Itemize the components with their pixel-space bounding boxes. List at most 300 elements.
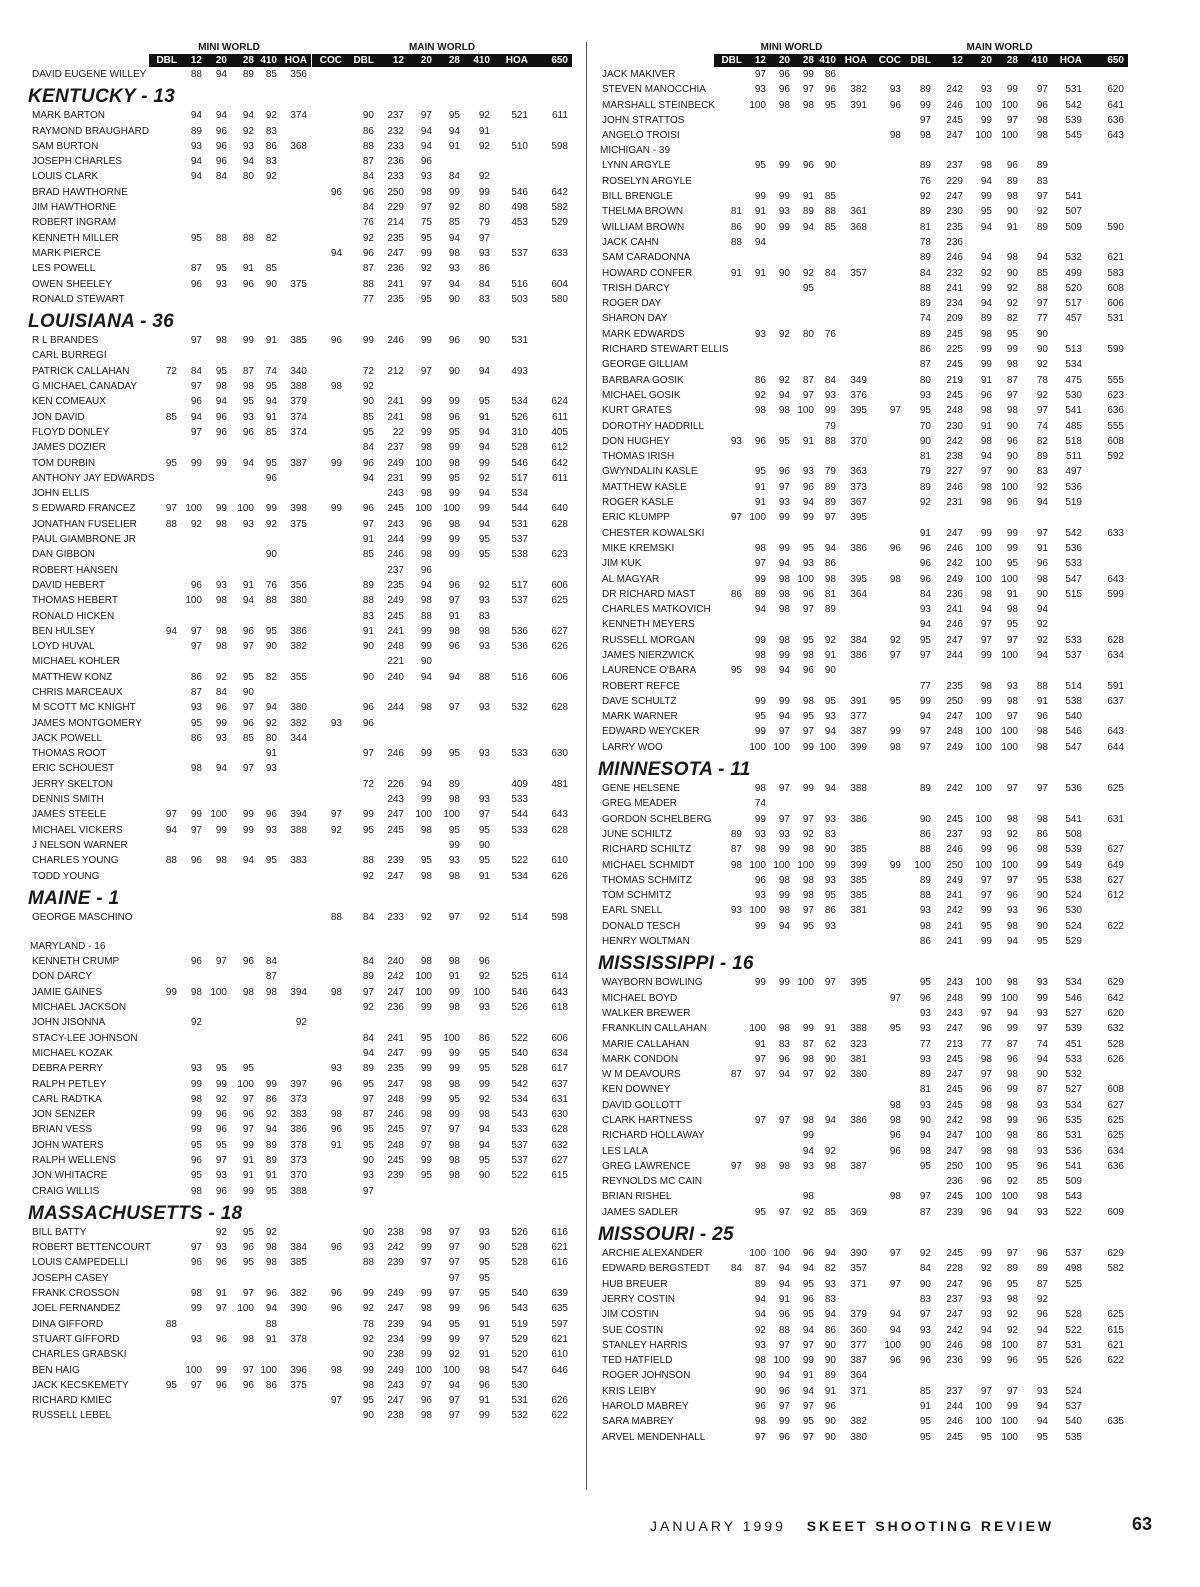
score-cell: 84 <box>919 267 931 279</box>
score-cell: 97 <box>448 1226 460 1238</box>
score-cell: 89 <box>265 1155 277 1166</box>
score-cell: 81 <box>919 1084 931 1096</box>
score-cell: 611 <box>552 472 568 484</box>
shooter-name: RICHARD HOLLAWAY <box>602 1130 705 1142</box>
score-cell: 98 <box>730 859 742 871</box>
score-cell: 246 <box>387 1109 404 1121</box>
score-cell: 245 <box>946 1084 963 1096</box>
score-cell: 382 <box>850 1416 867 1428</box>
score-cell: 100 <box>975 783 992 795</box>
score-cell: 626 <box>551 641 568 653</box>
score-cell: 370 <box>290 1170 307 1182</box>
score-cell: 98 <box>980 1145 992 1157</box>
score-cell: 88 <box>824 435 836 447</box>
score-cell: 90 <box>919 435 931 447</box>
column-divider <box>586 42 587 1490</box>
score-cell: 91 <box>478 1349 490 1361</box>
score-cell: 543 <box>511 1303 528 1315</box>
score-cell: 97 <box>802 813 814 825</box>
shooter-row <box>22 1107 578 1122</box>
score-cell: 247 <box>946 1278 963 1290</box>
score-cell: 86 <box>362 125 374 137</box>
score-cell: 100 <box>237 1078 254 1090</box>
score-cell: 92 <box>362 232 374 244</box>
score-cell: 95 <box>420 855 432 867</box>
shooter-row <box>22 1225 578 1240</box>
score-cell: 91 <box>478 125 490 137</box>
score-cell: 529 <box>551 217 568 229</box>
score-cell: 93 <box>802 466 814 478</box>
score-cell: 100 <box>975 558 992 570</box>
score-cell: 310 <box>511 426 528 438</box>
score-cell: 93 <box>1036 1385 1048 1397</box>
score-cell: 91 <box>265 1170 277 1182</box>
score-cell: 97 <box>420 278 432 290</box>
shooter-row <box>592 827 1152 842</box>
score-cell: 97 <box>754 1053 766 1065</box>
score-cell: 394 <box>290 809 307 821</box>
score-cell: 99 <box>190 1303 202 1315</box>
score-cell: 239 <box>946 1206 963 1218</box>
score-cell: 89 <box>919 481 931 493</box>
score-cell: 96 <box>1006 890 1018 902</box>
shooter-row <box>22 1184 578 1199</box>
score-cell: 78 <box>362 1318 374 1330</box>
shooter-row <box>592 991 1152 1006</box>
score-cell: 91 <box>1006 588 1018 600</box>
score-cell: 99 <box>448 1063 460 1075</box>
shooter-row <box>22 246 578 261</box>
score-cell: 85 <box>242 732 254 744</box>
score-cell: 243 <box>387 1379 404 1391</box>
score-cell: 87 <box>362 1109 374 1121</box>
score-cell: 98 <box>215 595 227 607</box>
score-cell: 237 <box>946 828 963 840</box>
score-cell: 96 <box>980 1206 992 1218</box>
score-cell: 96 <box>420 518 432 530</box>
score-cell: 246 <box>946 542 963 554</box>
score-cell: 78 <box>1036 374 1048 386</box>
column-header: COC <box>878 55 901 66</box>
score-cell: 94 <box>980 175 992 187</box>
score-cell: 100 <box>443 1364 460 1376</box>
score-cell: 98 <box>980 1115 992 1126</box>
score-cell: 96 <box>215 1333 227 1345</box>
score-cell: 249 <box>946 741 963 753</box>
score-cell: 250 <box>946 695 963 707</box>
score-cell: 96 <box>190 1257 202 1269</box>
score-cell: 453 <box>511 217 528 229</box>
score-cell: 94 <box>242 110 254 122</box>
score-cell: 100 <box>797 573 814 585</box>
score-cell: 94 <box>265 702 277 714</box>
score-cell: 97 <box>1006 874 1018 886</box>
score-cell: 85 <box>1036 1176 1048 1188</box>
score-cell: 498 <box>511 202 528 214</box>
score-cell: 89 <box>919 252 931 264</box>
score-cell: 94 <box>165 625 177 637</box>
shooter-name: STACY-LEE JOHNSON <box>32 1032 138 1044</box>
score-cell: 97 <box>802 1401 814 1413</box>
shooter-row <box>22 969 578 984</box>
shooter-row <box>592 587 1152 602</box>
score-cell: 96 <box>215 1109 227 1121</box>
score-cell: 80 <box>265 732 277 744</box>
score-cell: 90 <box>824 844 836 856</box>
score-cell: 97 <box>778 726 790 738</box>
score-cell: 96 <box>824 1401 836 1413</box>
score-cell: 96 <box>478 956 490 968</box>
score-cell: 382 <box>850 84 867 96</box>
score-cell: 89 <box>919 1069 931 1081</box>
score-cell: 92 <box>478 911 490 923</box>
score-cell: 74 <box>754 798 766 810</box>
score-cell: 99 <box>190 457 202 469</box>
score-cell: 246 <box>946 844 963 856</box>
score-cell: 246 <box>387 748 404 760</box>
score-cell: 93 <box>919 389 931 401</box>
score-cell: 91 <box>265 748 277 760</box>
shooter-name: PATRICK CALLAHAN <box>32 365 130 377</box>
shooter-row <box>592 1292 1152 1307</box>
score-cell: 95 <box>980 206 992 218</box>
score-cell: 94 <box>362 472 374 484</box>
score-cell: 355 <box>290 671 307 683</box>
score-cell: 509 <box>1065 1176 1082 1188</box>
score-cell: 93 <box>478 247 490 259</box>
score-cell: 96 <box>889 99 901 111</box>
score-cell: 72 <box>362 778 374 790</box>
score-cell: 633 <box>551 247 568 259</box>
score-cell: 97 <box>889 992 901 1004</box>
shooter-name: JAMES DOZIER <box>32 442 106 454</box>
score-cell: 386 <box>850 1115 867 1126</box>
score-cell: 96 <box>1036 711 1048 723</box>
column-header: 12 <box>190 55 202 66</box>
score-cell: 522 <box>511 1032 528 1044</box>
shooter-name: KEN COMEAUX <box>32 396 106 408</box>
score-cell: 100 <box>473 986 490 998</box>
score-cell: 98 <box>980 497 992 509</box>
score-cell: 99 <box>420 1155 432 1166</box>
score-cell: 97 <box>448 1242 460 1254</box>
score-cell: 95 <box>802 542 814 554</box>
shooter-name: EARL SNELL <box>602 905 663 917</box>
score-cell: 88 <box>362 1257 374 1269</box>
score-cell: 639 <box>551 1288 568 1300</box>
score-cell: 95 <box>215 263 227 275</box>
score-cell: 99 <box>802 1130 814 1142</box>
score-cell: 96 <box>754 1401 766 1413</box>
shooter-name: JAMES SADLER <box>602 1206 679 1218</box>
state-heading: MINNESOTA - 11 <box>598 759 751 781</box>
score-cell: 97 <box>215 1303 227 1315</box>
score-cell: 98 <box>215 625 227 637</box>
score-cell: 85 <box>265 426 277 438</box>
score-cell: 98 <box>824 573 836 585</box>
score-cell: 95 <box>448 1318 460 1330</box>
score-cell: 100 <box>975 741 992 753</box>
score-cell: 248 <box>946 992 963 1004</box>
shooter-name: ROBERT REFCE <box>602 680 680 692</box>
shooter-name: BILL BATTY <box>32 1226 87 1238</box>
score-cell: 99 <box>980 282 992 294</box>
score-cell: 533 <box>511 1124 528 1136</box>
score-cell: 92 <box>1036 619 1048 631</box>
score-cell: 94 <box>1006 936 1018 948</box>
score-cell: 98 <box>448 870 460 882</box>
score-cell: 92 <box>919 1248 931 1260</box>
score-cell: 80 <box>478 202 490 214</box>
shooter-row <box>22 333 578 348</box>
score-cell: 76 <box>265 579 277 591</box>
shooter-name: JIM COSTIN <box>602 1309 659 1321</box>
score-cell: 235 <box>387 232 404 244</box>
score-cell: 98 <box>448 1002 460 1014</box>
score-cell: 599 <box>1107 588 1124 600</box>
shooter-row <box>592 388 1152 403</box>
shooter-name: JON DAVID <box>32 411 85 423</box>
score-cell: 96 <box>330 1124 342 1136</box>
score-cell: 95 <box>478 534 490 546</box>
shooter-name: REYNOLDS MC CAIN <box>602 1176 703 1188</box>
score-cell: 90 <box>824 665 836 677</box>
shooter-row <box>22 1031 578 1046</box>
score-cell: 92 <box>190 1017 202 1029</box>
score-cell: 375 <box>290 518 307 530</box>
score-cell: 92 <box>754 389 766 401</box>
score-cell: 74 <box>1036 420 1048 432</box>
score-cell: 241 <box>387 1032 404 1044</box>
score-cell: 95 <box>919 1160 931 1172</box>
score-cell: 583 <box>1107 267 1124 279</box>
score-cell: 97 <box>889 1248 901 1260</box>
score-cell: 97 <box>824 977 836 989</box>
score-cell: 95 <box>362 824 374 836</box>
shooter-name: M SCOTT MC KNIGHT <box>32 702 136 714</box>
score-cell: 87 <box>190 686 202 698</box>
score-cell: 99 <box>420 625 432 637</box>
score-cell: 92 <box>420 263 432 275</box>
score-cell: 247 <box>387 247 404 259</box>
shooter-row <box>592 464 1152 479</box>
score-cell: 97 <box>448 1272 460 1284</box>
score-cell: 88 <box>478 671 490 683</box>
score-cell: 375 <box>290 278 307 290</box>
shooter-name: MARK PIERCE <box>32 247 101 259</box>
score-cell: 243 <box>946 1007 963 1019</box>
score-cell: 94 <box>778 920 790 932</box>
score-cell: 95 <box>478 1063 490 1075</box>
score-cell: 86 <box>824 69 836 80</box>
score-cell: 100 <box>797 859 814 871</box>
shooter-row <box>22 654 578 669</box>
page-footer <box>650 1518 1054 1534</box>
score-cell: 219 <box>946 374 963 386</box>
score-cell: 245 <box>946 1431 963 1443</box>
score-cell: 386 <box>850 649 867 661</box>
score-cell: 507 <box>1065 206 1082 218</box>
shooter-name: LES LALA <box>602 1145 649 1157</box>
score-cell: 96 <box>1006 160 1018 172</box>
score-cell: 540 <box>1065 711 1082 723</box>
state-heading: LOUISIANA - 36 <box>28 311 175 333</box>
score-cell: 245 <box>946 328 963 340</box>
shooter-row <box>592 189 1152 204</box>
score-cell: 526 <box>511 411 528 423</box>
score-cell: 626 <box>551 870 568 882</box>
state-heading: KENTUCKY - 13 <box>28 86 176 108</box>
score-cell: 96 <box>1036 905 1048 917</box>
score-cell: 92 <box>824 1145 836 1157</box>
shooter-name: RALPH WELLENS <box>32 1155 116 1166</box>
score-cell: 503 <box>511 293 528 305</box>
score-cell: 526 <box>511 1226 528 1238</box>
score-cell: 98 <box>190 1185 202 1197</box>
score-cell: 98 <box>420 1226 432 1238</box>
shooter-name: CRAIG WILLIS <box>32 1185 100 1197</box>
score-cell: 380 <box>290 702 307 714</box>
score-cell: 625 <box>1107 783 1124 795</box>
score-cell: 522 <box>1065 1324 1082 1336</box>
score-cell: 100 <box>1001 649 1018 661</box>
score-cell: 375 <box>290 1379 307 1391</box>
score-cell: 92 <box>265 518 277 530</box>
score-cell: 97 <box>242 1364 254 1376</box>
score-cell: 612 <box>551 442 568 454</box>
score-cell: 89 <box>824 604 836 616</box>
score-cell: 385 <box>850 874 867 886</box>
score-cell: 100 <box>260 1364 277 1376</box>
shooter-name: R L BRANDES <box>32 335 99 347</box>
column-header: 28 <box>1006 55 1018 66</box>
score-cell: 99 <box>778 844 790 856</box>
shooter-row <box>22 108 578 123</box>
score-cell: 93 <box>330 717 342 729</box>
score-cell: 89 <box>919 206 931 218</box>
score-cell: 87 <box>730 844 742 856</box>
score-cell: 234 <box>946 298 963 310</box>
shooter-row <box>22 425 578 440</box>
score-cell: 92 <box>802 267 814 279</box>
score-cell: 97 <box>242 1124 254 1136</box>
shooter-name: JOEL FERNANDEZ <box>32 1303 121 1315</box>
shooter-name: CLARK HARTNESS <box>602 1115 693 1126</box>
shooter-row <box>592 572 1152 587</box>
score-cell: 245 <box>946 1099 963 1111</box>
score-cell: 96 <box>478 1303 490 1315</box>
score-cell: 95 <box>754 711 766 723</box>
score-cell: 91 <box>754 267 766 279</box>
score-cell: 100 <box>1001 573 1018 585</box>
shooter-name: MARSHALL STEINBECK <box>602 99 715 111</box>
score-cell: 94 <box>980 1324 992 1336</box>
score-cell: 88 <box>362 278 374 290</box>
score-cell: 100 <box>1001 1191 1018 1203</box>
score-cell: 99 <box>980 1248 992 1260</box>
column-header: 12 <box>951 55 963 66</box>
score-cell: 98 <box>889 130 901 142</box>
score-cell: 85 <box>824 1206 836 1218</box>
score-cell: 230 <box>946 206 963 218</box>
score-cell: 100 <box>975 1130 992 1142</box>
score-cell: 245 <box>946 389 963 401</box>
score-cell: 580 <box>551 293 568 305</box>
score-cell: 95 <box>362 1124 374 1136</box>
score-cell: 92 <box>802 828 814 840</box>
score-cell: 382 <box>290 717 307 729</box>
score-cell: 246 <box>946 1416 963 1428</box>
score-cell: 93 <box>730 435 742 447</box>
score-cell: 89 <box>980 313 992 325</box>
shooter-row <box>592 919 1152 934</box>
shooter-row <box>592 812 1152 827</box>
score-cell: 634 <box>1107 1145 1124 1157</box>
score-cell: 635 <box>1107 1416 1124 1428</box>
shooter-row <box>592 1159 1152 1174</box>
score-cell: 243 <box>387 794 404 806</box>
score-cell: 247 <box>946 1130 963 1142</box>
score-cell: 582 <box>1107 1263 1124 1275</box>
score-cell: 98 <box>802 890 814 902</box>
score-cell: 90 <box>1036 890 1048 902</box>
score-cell: 98 <box>1006 813 1018 825</box>
score-cell: 77 <box>362 293 374 305</box>
score-cell: 95 <box>1006 619 1018 631</box>
score-cell: 88 <box>330 911 342 923</box>
score-cell: 95 <box>242 396 254 408</box>
score-cell: 247 <box>946 191 963 203</box>
score-cell: 247 <box>387 1395 404 1407</box>
score-cell: 99 <box>802 741 814 753</box>
score-cell: 531 <box>1065 84 1082 96</box>
score-cell: 246 <box>946 619 963 631</box>
score-cell: 88 <box>362 595 374 607</box>
score-cell: 542 <box>1065 99 1082 111</box>
score-cell: 77 <box>919 680 931 692</box>
score-cell: 90 <box>1006 451 1018 463</box>
score-cell: 87 <box>1006 1038 1018 1050</box>
score-cell: 95 <box>980 920 992 932</box>
score-cell: 87 <box>754 1263 766 1275</box>
shooter-name: JOSEPH CASEY <box>32 1272 109 1284</box>
score-cell: 98 <box>1006 405 1018 417</box>
score-cell: 622 <box>1107 920 1124 932</box>
score-cell: 76 <box>824 328 836 340</box>
shooter-name: JUNE SCHILTZ <box>602 828 672 840</box>
score-cell: 94 <box>242 855 254 867</box>
score-cell: 100 <box>797 405 814 417</box>
shooter-name: SUE COSTIN <box>602 1324 664 1336</box>
score-cell: 86 <box>265 1379 277 1391</box>
score-cell: 625 <box>551 595 568 607</box>
score-cell: 633 <box>1107 527 1124 539</box>
score-cell: 96 <box>215 156 227 168</box>
score-cell: 231 <box>946 497 963 509</box>
shooter-name: TRISH DARCY <box>602 282 670 294</box>
score-cell: 96 <box>778 1385 790 1397</box>
score-cell: 90 <box>362 641 374 653</box>
score-cell: 534 <box>511 488 528 500</box>
score-cell: 94 <box>778 389 790 401</box>
score-cell: 626 <box>1107 1053 1124 1065</box>
score-cell: 97 <box>802 1339 814 1351</box>
score-cell: 82 <box>1036 435 1048 447</box>
score-cell: 388 <box>850 783 867 795</box>
score-cell: 93 <box>478 748 490 760</box>
score-cell: 98 <box>420 870 432 882</box>
shooter-name: LES POWELL <box>32 263 96 275</box>
